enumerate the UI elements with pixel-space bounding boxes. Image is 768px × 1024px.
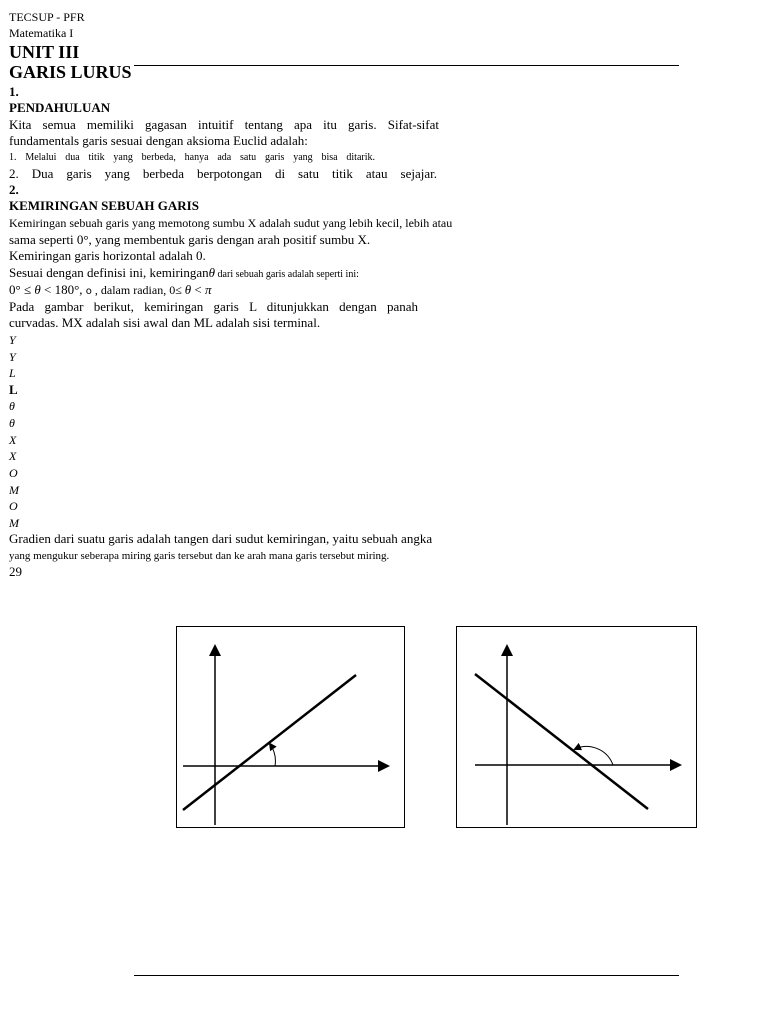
negative-slope-diagram [457, 627, 698, 829]
label-y-2: Y [9, 350, 16, 364]
header-course: Matematika I [9, 26, 74, 40]
label-o-2: O [9, 499, 18, 513]
pi-symbol: π [205, 282, 212, 297]
label-x: X [9, 433, 17, 447]
section1-para-line2: fundamentals garis sesuai dengan aksioma Euclid adalah: [9, 133, 308, 148]
header-org: TECSUP - PFR [9, 10, 85, 24]
axiom-2: 2. Dua garis yang berbeda berpotongan di satu titik atau sejajar. [9, 166, 437, 181]
label-m: M [9, 483, 19, 497]
axiom-1: 1. Melalui dua titik yang berbeda, hanya ada satu garis yang bisa ditarik. [9, 152, 375, 163]
section2-para1-line2: sama seperti 0°, yang membentuk garis dengan arah positif sumbu X. [9, 232, 371, 247]
theta-symbol: θ [208, 265, 216, 280]
section2-para1-line1: Kemiringan sebuah garis yang memotong sumbu X adalah sudut yang lebih kecil, lebih atau [9, 216, 453, 230]
range-theta: θ [34, 282, 41, 297]
section2-number: 2. [9, 182, 19, 197]
angle-range [9, 282, 212, 298]
section2-para5-line1: Pada gambar berikut, kemiringan garis L ditunjukkan dengan panah [9, 299, 418, 314]
figure-negative-slope [456, 626, 697, 828]
section2-para5-line2: curvadas. MX adalah sisi awal dan ML adalah sisi terminal. [9, 315, 321, 330]
label-l: L [9, 366, 16, 380]
angle-arc [270, 744, 275, 766]
figure-positive-slope [176, 626, 405, 828]
section2-para3-text: Sesuai dengan definisi ini, kemiringan [9, 265, 209, 280]
section2-para3 [9, 265, 359, 281]
range-part-c: , dalam radian, 0≤ [91, 283, 185, 297]
footer-rule [134, 975, 679, 976]
section1-number: 1. [9, 84, 19, 99]
label-o: O [9, 466, 18, 480]
label-theta: θ [9, 399, 15, 413]
range-degree-o: o [85, 286, 92, 297]
section1-heading: PENDAHULUAN [9, 100, 111, 115]
label-theta-2: θ [9, 416, 15, 430]
range-theta-2: θ [184, 282, 192, 297]
page-title: GARIS LURUS [9, 62, 132, 82]
range-part-a: 0° ≤ [9, 282, 35, 297]
section2-para3-small: dari sebuah garis adalah seperti ini: [215, 269, 359, 280]
label-l-bold: L [9, 382, 18, 397]
gradient-line1: Gradien dari suatu garis adalah tangen dari sudut kemiringan, yaitu sebuah angka [9, 531, 433, 546]
range-part-d: < [191, 282, 206, 297]
positive-slope-diagram [177, 627, 406, 829]
section1-para-line1: Kita semua memiliki gagasan intuitif tentang apa itu garis. Sifat-sifat [9, 117, 439, 132]
label-x-2: X [9, 449, 17, 463]
unit-title: UNIT III [9, 42, 80, 62]
page-number: 29 [9, 564, 22, 579]
section2-para2: Kemiringan garis horizontal adalah 0. [9, 248, 206, 263]
label-y: Y [9, 333, 16, 347]
label-m-2: M [9, 516, 19, 530]
range-part-b: < 180°, [40, 282, 86, 297]
gradient-line2: yang mengukur seberapa miring garis tersebut dan ke arah mana garis tersebut miring. [9, 550, 390, 562]
line-l [475, 674, 648, 809]
section2-heading: KEMIRINGAN SEBUAH GARIS [9, 198, 199, 213]
title-rule [134, 65, 679, 66]
line-l [183, 675, 356, 810]
